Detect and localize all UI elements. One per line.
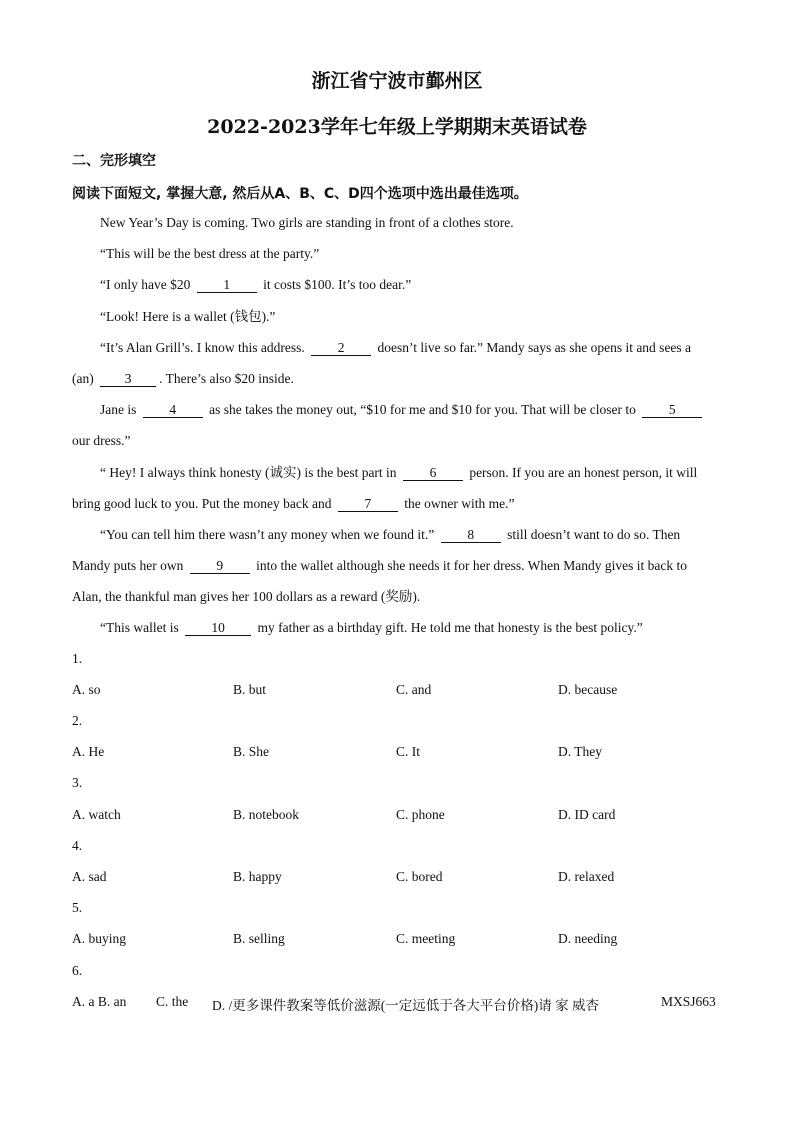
blank-2: 2	[311, 341, 371, 356]
passage-line	[100, 214, 514, 232]
passage-text: as she takes the money out, “$10 for me and $10 for you. That will be closer to	[209, 402, 636, 417]
page-subtitle: 2022-2023学年七年级上学期期末英语试卷	[207, 116, 587, 138]
option-c[interactable]: C. the	[156, 994, 189, 1009]
blank-8: 8	[441, 528, 501, 543]
blank-5: 5	[642, 403, 702, 418]
passage-text: Jane is	[100, 402, 137, 417]
passage-line	[72, 432, 130, 450]
question-number: 4.	[72, 838, 83, 853]
passage-line	[72, 557, 687, 575]
option-c[interactable]: C. phone	[396, 807, 445, 822]
passage-text: (an)	[72, 371, 94, 386]
option-d[interactable]: D. relaxed	[558, 869, 615, 884]
option-a[interactable]: A. He	[72, 744, 105, 759]
passage-line	[72, 370, 294, 388]
passage-line	[100, 526, 680, 544]
option-c[interactable]: C. bored	[396, 869, 443, 884]
option-a[interactable]: A. buying	[72, 931, 126, 946]
blank-6: 6	[403, 466, 463, 481]
option-b[interactable]: B. selling	[233, 931, 285, 946]
passage-line	[72, 495, 514, 513]
page-title: 浙江省宁波市鄞州区	[311, 70, 483, 92]
passage-line	[100, 339, 691, 357]
passage-text: person. If you are an honest person, it will	[469, 465, 698, 480]
passage-text: our dress.”	[72, 433, 131, 448]
option-a[interactable]: A. sad	[72, 869, 107, 884]
question-number: 2.	[72, 713, 83, 728]
blank-4: 4	[143, 403, 203, 418]
option-a[interactable]: A. watch	[72, 807, 121, 822]
option-b[interactable]: B. but	[233, 682, 267, 697]
passage-text: “Look! Here is a wallet (钱包).”	[100, 309, 276, 324]
option-a[interactable]: A. so	[72, 682, 101, 697]
passage-text: “It’s Alan Grill’s. I know this address.	[100, 340, 305, 355]
passage-text: it costs $100. It’s too dear.”	[263, 277, 412, 292]
passage-text: bring good luck to you. Put the money back and	[72, 496, 332, 511]
code-text: MXSJ663	[661, 994, 716, 1009]
instruction-text: 阅读下面短文, 掌握大意, 然后从A、B、C、D四个选项中选出最佳选项。	[72, 186, 528, 202]
option-b[interactable]: B. happy	[233, 869, 282, 884]
option-b[interactable]: B. She	[233, 744, 270, 759]
question-number: 5.	[72, 900, 83, 915]
blank-9: 9	[190, 559, 250, 574]
passage-text: “I only have $20	[100, 277, 191, 292]
passage-text: “ Hey! I always think honesty (诚实) is the best part in	[100, 465, 397, 480]
passage-line	[100, 619, 643, 637]
option-b[interactable]: B. notebook	[233, 807, 299, 822]
passage-text: still doesn’t want to do so. Then	[507, 527, 681, 542]
question-number: 3.	[72, 775, 83, 790]
option-c[interactable]: C. It	[396, 744, 421, 759]
passage-line	[100, 308, 275, 326]
question-number: 6.	[72, 963, 83, 978]
blank-7: 7	[338, 497, 398, 512]
passage-line	[100, 276, 411, 294]
passage-line	[72, 588, 420, 606]
blank-10: 10	[185, 621, 251, 636]
option-a-b[interactable]: A. a B. an	[72, 994, 127, 1009]
passage-line	[100, 401, 705, 419]
passage-text: Alan, the thankful man gives her 100 dollars as a reward (奖励).	[72, 589, 421, 604]
question-number: 1.	[72, 651, 83, 666]
option-d[interactable]: D. They	[558, 744, 602, 759]
option-d[interactable]: D. ID card	[558, 807, 616, 822]
passage-text: my father as a birthday gift. He told me that honesty is the best policy.”	[257, 620, 643, 635]
passage-text: New Year’s Day is coming. Two girls are standing in front of a clothes store.	[100, 215, 514, 230]
passage-text: doesn’t live so far.” Mandy says as she opens it and sees a	[377, 340, 692, 355]
passage-text: “You can tell him there wasn’t any money when we found it.”	[100, 527, 435, 542]
option-d[interactable]: D. because	[558, 682, 618, 697]
passage-line	[100, 245, 319, 263]
passage-text: “This will be the best dress at the party.”	[100, 246, 320, 261]
option-c[interactable]: C. meeting	[396, 931, 456, 946]
blank-1: 1	[197, 278, 257, 293]
passage-line	[100, 464, 697, 482]
passage-text: the owner with me.”	[404, 496, 515, 511]
section-title: 二、完形填空	[72, 153, 156, 169]
blank-3: 3	[100, 372, 156, 387]
passage-text: into the wallet although she needs it for her dress. When Mandy gives it back to	[256, 558, 688, 573]
passage-text: “This wallet is	[100, 620, 179, 635]
passage-text: . There’s also $20 inside.	[159, 371, 294, 386]
option-c[interactable]: C. and	[396, 682, 432, 697]
passage-text: Mandy puts her own	[72, 558, 184, 573]
option-d[interactable]: D. needing	[558, 931, 618, 946]
promo-text: D. /更多课件教案等低价滋源(一定远低于各大平台价格)请 家 威杏	[212, 998, 599, 1013]
